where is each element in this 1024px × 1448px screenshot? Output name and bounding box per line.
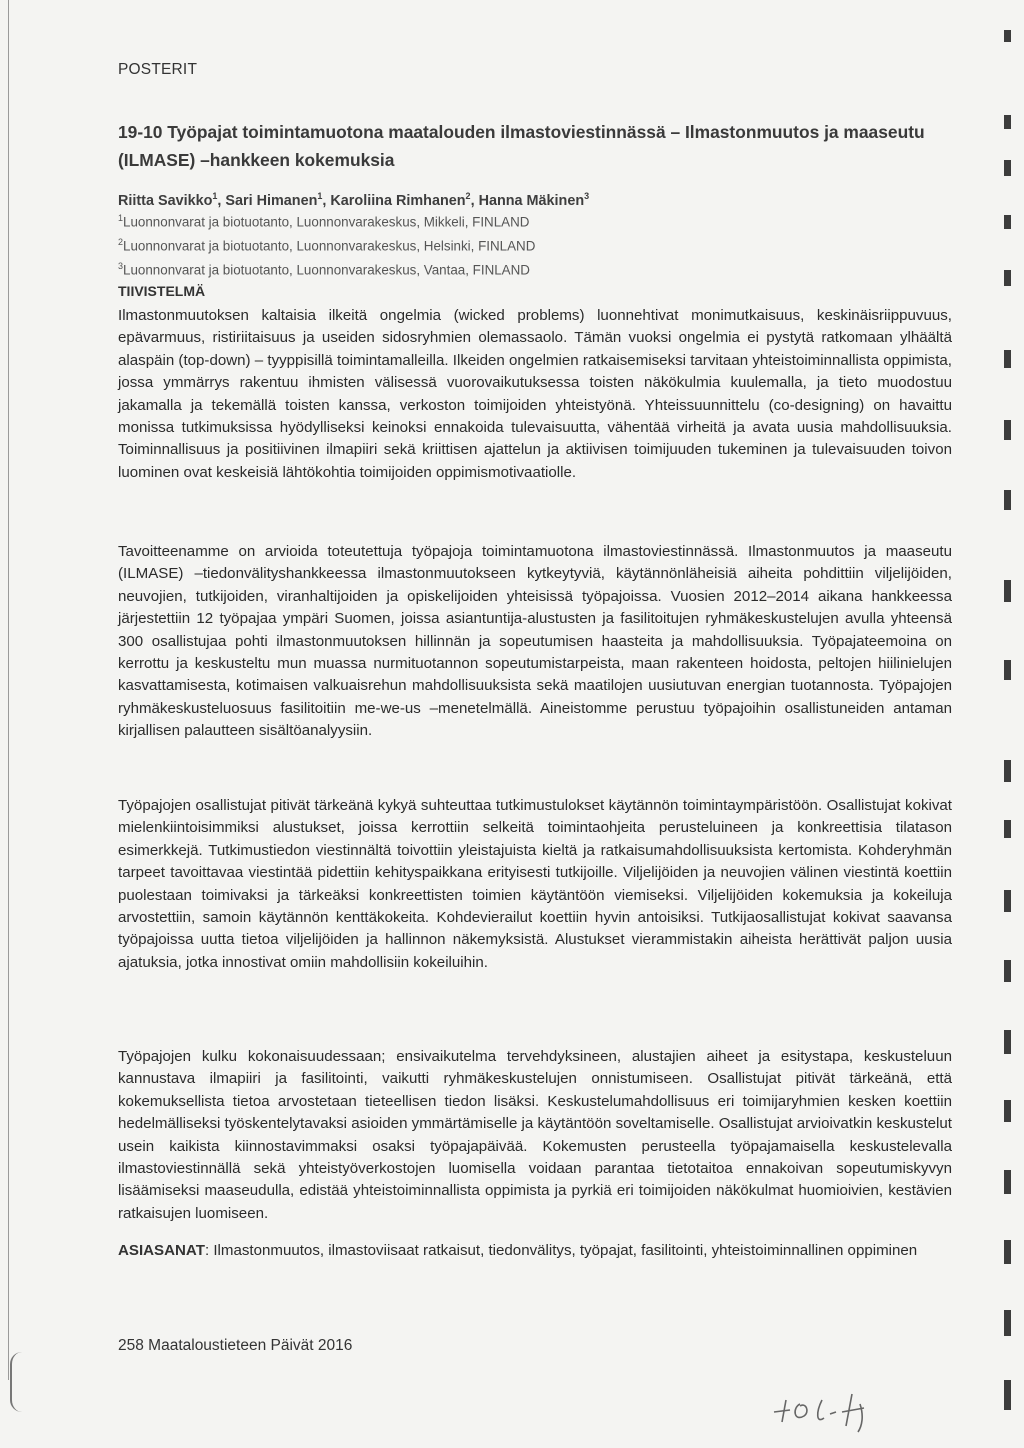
scan-mark <box>1004 350 1011 368</box>
affiliation-mark: 2 <box>118 237 124 247</box>
scan-mark <box>1004 215 1011 229</box>
scan-mark <box>1004 960 1011 982</box>
author-separator: , <box>217 192 226 209</box>
abstract-paragraph: Ilmastonmuutoksen kaltaisia ilkeitä ongelmia (wicked problems) luonnehtivat monimutkaisuus, keskinäisriippuvuus, epävarmuus, ristiriitaisuus ja useiden sidosryhmien olemassaolo. Tämän vuoksi ongelmia ei pystytä ratkomaan ylhäältä alaspäin (top-down) – tyyppisillä toimintamalleilla. Ilkeiden ongelmien ratkaisemiseksi tarvitaan yhteistoiminnallista oppimista, jossa ymmärrys rakentuu ihmisten välisessä vuorovaikutuksessa toisten näkökulmia kuulemalla, ja tieto muodostuu jakamalla ja tekemällä toisten kanssa, verkoston toimijoiden yhteistyönä. Yhteissuunnittelu (co-designing) on havaittu monissa tutkimuksissa hyödylliseksi keinoksi ennakoida tulevaisuutta, vähentää virheitä ja avata uusia mahdollisuuksia. Toiminnallisuus ja positiivinen ilmapiiri sekä kriittisen ajattelun ja aktiivisen toimijuuden tukeminen ja tulevaisuuden toivon luominen ovat keskeisiä lähtökohtia toimijoiden oppimismotivaatiolle. <box>118 307 952 481</box>
abstract-paragraph: Työpajojen osallistujat pitivät tärkeänä kykyä suhteuttaa tutkimustulokset käytännön toimintaympäristöön. Osallistujat kokivat mielenkiintoisimmiksi alustukset, joissa kerrottiin selkeitä toimintaohjeita perusteluineen ja konkreettisia tilatason esimerkkejä. Tutkimustiedon viestinnältä toivottiin yleistajuista kieltä ja ratkaisumahdollisuuksista kertomista. Kohderyhmän tarpeet tavoittavaa viestintää pidettiin kehityspaikkana erityisesti tutkijoille. Viljelijöiden ja neuvojien välinen viestintä koettiin puolestaan toimivaksi ja tärkeäksi konkreettisten toimien käytäntöön viemiseksi. Viljelijöiden kokemuksia ja kokeiluja arvostettiin, samoin käytännön kenttäkokeita. Kohdevierailut koettiin hyvin antoisiksi. Tutkijaosallistujat kokivat saavansa työpajoissa uutta tietoa viljelijöiden ja hallinnon näkemyksistä. Alustukset vierammistakin aiheista herättivät paljon uusia ajatuksia, jotka innostivat omiin mahdollisiin kokeiluihin. <box>118 797 952 971</box>
author-name: Karoliina Rimhanen <box>330 192 466 209</box>
author-name: Hanna Mäkinen <box>478 192 585 209</box>
keywords-list: : Ilmastonmuutos, ilmastoviisaat ratkaisut, tiedonvälitys, työpajat, fasilitointi, yhteistoiminnallinen oppiminen <box>204 1242 918 1259</box>
scan-mark <box>1004 820 1011 838</box>
keywords-paragraph <box>118 1240 952 1262</box>
affiliation-text: Luonnonvarat ja biotuotanto, Luonnonvarakeskus, Helsinki, FINLAND <box>123 238 536 254</box>
scan-mark <box>1004 1240 1011 1264</box>
affiliation-mark: 1 <box>118 213 124 223</box>
author-separator: , <box>322 192 331 209</box>
scan-mark <box>1004 890 1011 912</box>
scan-margin-marks <box>996 20 1020 1440</box>
author-list <box>118 191 589 209</box>
scan-mark <box>1004 270 1011 286</box>
scan-mark <box>1004 420 1011 440</box>
author-name: Riitta Savikko <box>118 192 213 209</box>
scan-mark <box>1004 760 1011 782</box>
author-separator: , <box>470 192 479 209</box>
scan-mark <box>1004 115 1011 129</box>
binding-edge-line <box>8 0 9 1380</box>
affiliation-mark: 3 <box>118 261 124 271</box>
scan-mark <box>1004 1380 1011 1410</box>
scan-mark <box>1004 1170 1011 1194</box>
affiliation-text: Luonnonvarat ja biotuotanto, Luonnonvarakeskus, Vantaa, FINLAND <box>123 262 530 278</box>
author-affiliation-mark: 1 <box>212 191 218 201</box>
section-label: POSTERIT <box>118 61 198 78</box>
handwritten-signature <box>760 1382 910 1437</box>
scan-mark <box>1004 660 1011 680</box>
abstract-heading: TIIVISTELMÄ <box>118 283 206 299</box>
scan-mark <box>1004 30 1011 42</box>
abstract-paragraph: Työpajojen kulku kokonaisuudessaan; ensivaikutelma tervehdyksineen, alustajien aiheet ja esitystapa, keskusteluun kannustava ilmapiiri ja fasilitointi, vaikutti ryhmäkeskustelujen onnistumiseen. Osallistujat pitivät tärkeänä, että kokemuksellista tietoa arvostetaan tieteellisen tiedon lisäksi. Keskustelumahdollisuus eri toimijaryhmien kesken koettiin hedelmälliseksi työskentelytavaksi asioiden ymmärtämiselle ja käytäntöön soveltamiselle. Osallistujat arvioivatkin keskustelut usein kaikista kiinnostavimmaksi osaksi työpajapäivää. Kokemusten perusteella työpajamaisella keskustelevalla ilmastoviestinnällä sekä yhteistyöverkostojen luomisella voidaan parantaa tietotaitoa ennakoivan sopeutumiskyvyn lisäämiseksi maaseudulla, edistää yhteistoiminnallista oppimista ja pyrkiä eri toimijoiden näkökulmat huomioivien, kestävien ratkaisujen luomiseen. <box>118 1048 952 1222</box>
scan-mark <box>1004 160 1011 176</box>
keywords-label: ASIASANAT <box>118 1242 205 1259</box>
scan-mark <box>1004 1100 1011 1122</box>
author-affiliation-mark: 1 <box>317 191 323 201</box>
scan-mark <box>1004 1030 1011 1054</box>
affiliation-line <box>118 213 529 229</box>
author-name: Sari Himanen <box>225 192 318 209</box>
scan-mark <box>1004 1310 1011 1336</box>
author-affiliation-mark: 3 <box>584 191 590 201</box>
affiliation-line <box>118 261 530 277</box>
page-curl-mark <box>10 1352 34 1412</box>
affiliation-line <box>118 237 535 253</box>
abstract-paragraph: Tavoitteenamme on arvioida toteutettuja työpajoja toimintamuotona ilmastoviestinnässä. Ilmastonmuutos ja maaseutu (ILMASE) –tiedonvälityshankkeessa ilmastonmuutokseen kytkeytyviä, käytännönläheisiä aiheita pohdittiin viljelijöiden, neuvojien, tutkijoiden, viranhaltijoiden ja opiskelijoiden yhteisissä työpajoissa. Vuosien 2012–2014 aikana hankkeessa järjestettiin 12 työpajaa ympäri Suomen, joissa asiantuntija-alustusten ja fasilitoitujen ryhmäkeskustelujen avulla yhteensä 300 osallistujaa pohti ilmastonmuutoksen hillinnän ja sopeutumisen haasteita ja mahdollisuuksia. Työpajateemoina on kerrottu ja keskusteltu mun muassa nurmituotannon sopeutumistarpeista, maan rakenteen hoidosta, peltojen hiilinielujen kasvattamisesta, kotimaisen valkuaisrehun mahdollisuuksista sekä maatilojen uusiutuvan energian tuotannosta. Työpajojen ryhmäkeskusteluosuus fasilitoitiin me-we-us –menetelmällä. Aineistomme perustuu työpajoihin osallistuneiden antaman kirjallisen palautteen sisältöanalyysiin. <box>118 543 952 740</box>
scan-mark <box>1004 490 1011 510</box>
page-footer: 258 Maataloustieteen Päivät 2016 <box>118 1337 353 1354</box>
scan-mark <box>1004 580 1011 602</box>
affiliation-text: Luonnonvarat ja biotuotanto, Luonnonvarakeskus, Mikkeli, FINLAND <box>123 214 530 230</box>
abstract-title: 19-10 Työpajat toimintamuotona maatalouden ilmastoviestinnässä – Ilmastonmuutos ja maaseutu (ILMASE) –hankkeen kokemuksia <box>118 122 925 170</box>
author-affiliation-mark: 2 <box>465 191 471 201</box>
